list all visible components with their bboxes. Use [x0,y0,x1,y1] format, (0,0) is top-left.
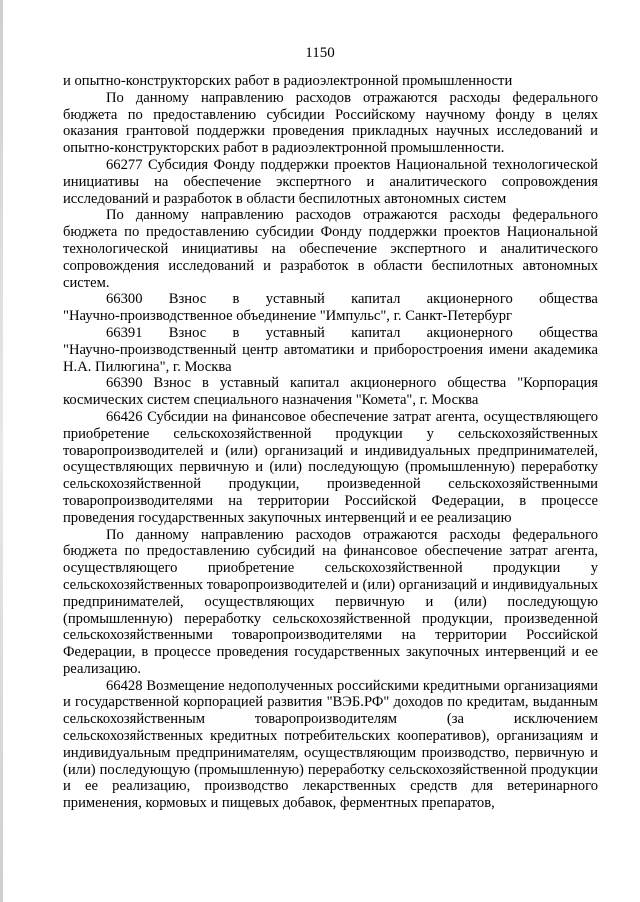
scan-edge [0,0,3,902]
paragraph-description: По данному направлению расходов отражаются расходы федерального бюджета по предоставлению субсидии Российскому научному фонду в целях оказания грантовой поддержки проведения прикладных научных исследований и опытно-конструкторских работ в радиоэлектронной промышленности. [63,89,598,157]
paragraph-66428: 66428 Возмещение недополученных российскими кредитными организациями и государственной корпорацией развития "ВЭБ.РФ" доходов по кредитам, выданным сельскохозяйственным товаропроизводителям (за исключением сельскохозяйственных кредитных потребительских кооперативов), организациям и индивидуальным предпринимателям, осуществляющим производство, первичную и (или) последующую (промышленную) переработку сельскохозяйственной продукции и ее реализацию, производство лекарственных средств для ветеринарного применения, кормовых и пищевых добавок, ферментных препаратов, [63,677,598,812]
entry-66300 [63,291,598,325]
head-word: в [232,324,240,341]
head-word: акционерного [426,324,513,341]
paragraph-66277: 66277 Субсидия Фонду поддержки проектов Национальной технологической инициативы на обеспечение экспертного и аналитического сопровождения исследований и разработок в области беспилотных автономных систем [63,156,598,207]
head-word: уставный [265,291,325,308]
entry-66391 [63,325,598,375]
entry-head [63,325,598,342]
entry-rest: "Научно-производственное объединение "Импульс", г. Санкт-Петербург [63,308,512,325]
head-word: Взнос [168,324,207,341]
page-number: 1150 [305,45,335,61]
entry-head [63,291,598,308]
head-word: общества [539,291,598,308]
head-word: капитал [351,291,401,308]
head-word: Взнос [168,291,207,308]
head-word: акционерного [426,291,513,308]
paragraph-66390: 66390 Взнос в уставный капитал акционерного общества "Корпорация космических систем специального назначения "Комета", г. Москва [63,375,598,409]
code-number: 66300 [106,291,143,308]
paragraph-description: По данному направлению расходов отражаются расходы федерального бюджета по предоставлению субсидий на финансовое обеспечение затрат агента, осуществляющего приобретение сельскохозяйственной продукции у сельскохозяйственных товаропроизводителей и (или) организаций и индивидуальных предпринимателей, осуществляющих первичную и (или) последующую (промышленную) переработку сельскохозяйственной продукции, произведенной сельскохозяйственными товаропроизводителями на территории Российской Федерации, в процессе проведения государственных закупочных интервенций и ее реализацию. [63,526,598,677]
head-word: в [232,291,240,308]
paragraph-66426: 66426 Субсидии на финансовое обеспечение затрат агента, осуществляющего приобретение сельскохозяйственной продукции у сельскохозяйственных товаропроизводителей и (или) организаций и индивидуальных предпринимателей, осуществляющих первичную и (или) последующую (промышленную) переработку сельскохозяйственной продукции, произведенной сельскохозяйственными товаропроизводителями на территории Российской Федерации, в процессе проведения государственных закупочных интервенций и ее реализацию [63,408,598,526]
head-word: общества [539,324,598,341]
paragraph-continuation: и опытно-конструкторских работ в радиоэлектронной промышленности [63,73,513,89]
paragraph-description: По данному направлению расходов отражаются расходы федерального бюджета по предоставлению субсидии Фонду поддержки проектов Национальной технологической инициативы на обеспечение экспертного и аналитического сопровождения исследований и разработок в области беспилотных автономных систем. [63,207,598,291]
code-number: 66391 [106,324,143,341]
entry-rest: "Научно-производственный центр автоматики и приборостроения имени академика Н.А. Пилюгина", г. Москва [63,341,598,375]
document-body [63,73,598,812]
head-word: капитал [351,324,401,341]
head-word: уставный [265,324,325,341]
